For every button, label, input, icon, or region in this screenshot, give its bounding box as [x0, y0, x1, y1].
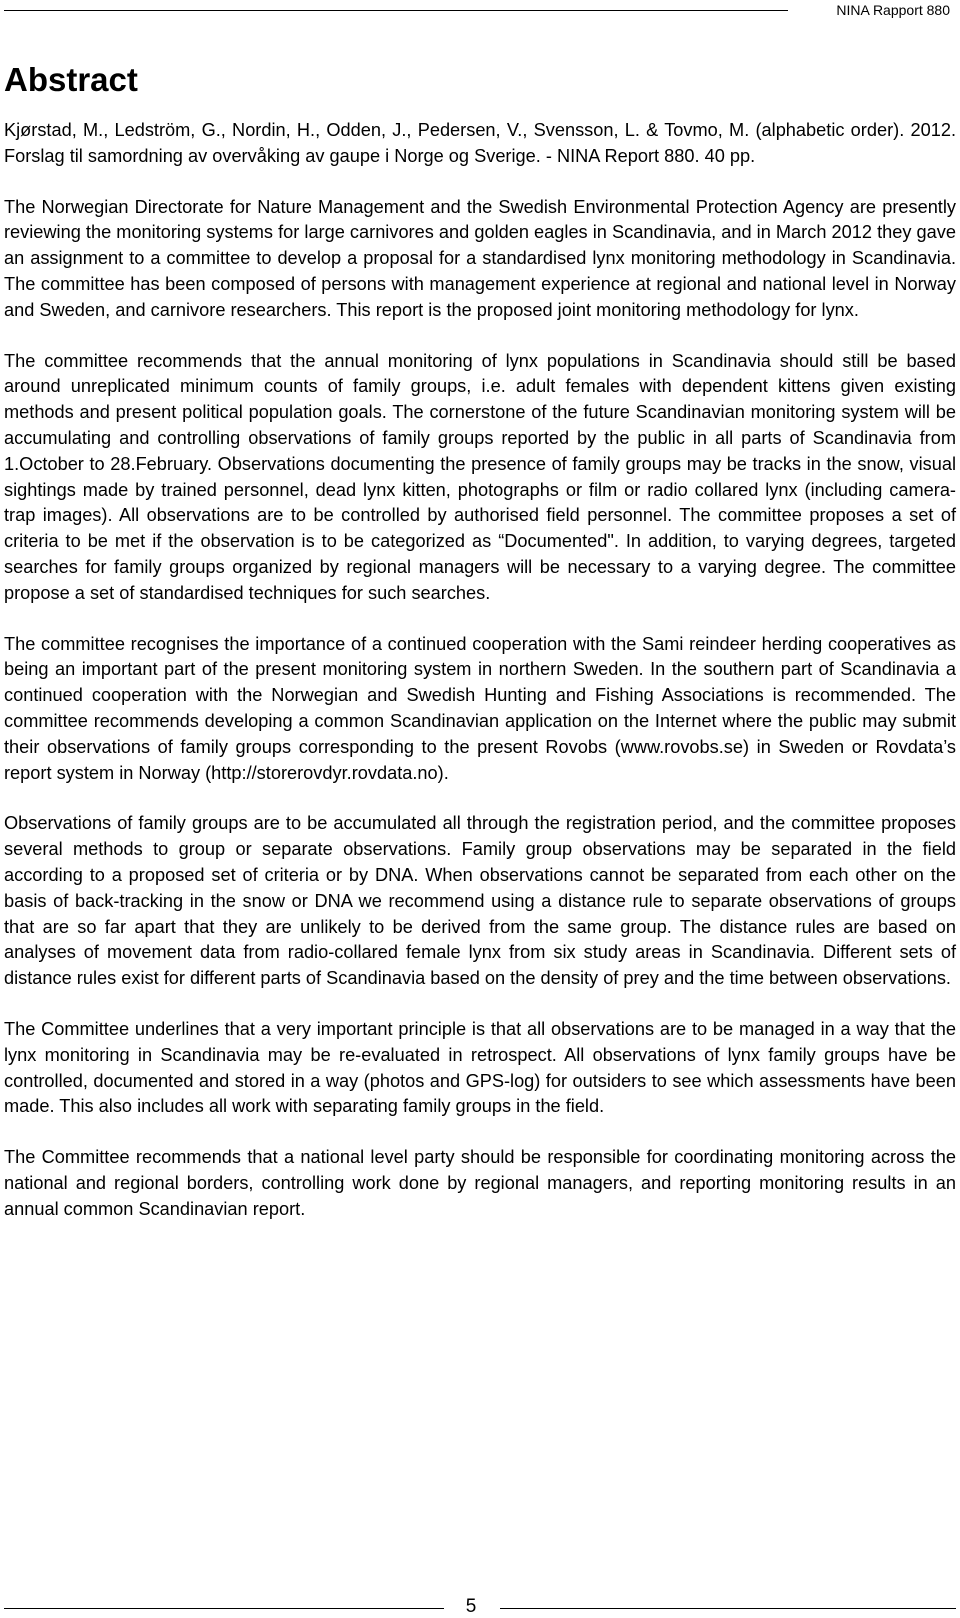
- paragraph-2: The committee recommends that the annual monitoring of lynx populations in Scandinavia should still be based around unreplicated minimum counts of family groups, i.e. adult females with dependent kittens given existing methods and present political population goals. The cornerstone of the future Scandinavian monitoring system will be accumulating and controlling observations of family groups reported by the public in all parts of Scandinavia from 1.October to 28.February. Observations documenting the presence of family groups may be tracks in the snow, visual sightings made by trained personnel, dead lynx kitten, photographs or film or radio collared lynx (including camera-trap images). All observations are to be controlled by authorised field personnel. The committee proposes a set of criteria to be met if the observation is to be categorized as “Documented". In addition, to varying degrees, targeted searches for family groups organized by regional managers will be necessary to a varying degree. The committee propose a set of standardised techniques for such searches.: [4, 350, 956, 603]
- running-head: NINA Rapport 880: [836, 2, 950, 18]
- footer: [0, 1596, 960, 1616]
- paragraph-6: The Committee recommends that a national level party should be responsible for coordinating monitoring across the national and regional borders, controlling work done by regional managers, and reporting monitoring results in an annual common Scandinavian report.: [4, 1147, 956, 1219]
- page-body: [4, 60, 956, 1247]
- footer-rule-left: [4, 1608, 444, 1609]
- paragraph-5: The Committee underlines that a very important principle is that all observations are to be managed in a way that the lynx monitoring in Scandinavia may be re-evaluated in retrospect. All observations of lynx family groups have be controlled, documented and stored in a way (photos and GPS-log) for outsiders to see which assessments have been made. This also includes all work with separating family groups in the field.: [4, 1018, 956, 1117]
- page-number: 5: [465, 1596, 477, 1617]
- footer-rule-right: [500, 1608, 956, 1609]
- citation: Kjørstad, M., Ledström, G., Nordin, H., Odden, J., Pedersen, V., Svensson, L. & Tovmo, M. (alphabetic order). 2012. Forslag til samordning av overvåking av gaupe i Norge og Sverige. - NINA Report 880. 40 pp.: [4, 120, 956, 166]
- header-rule: [4, 10, 788, 11]
- paragraph-4: Observations of family groups are to be accumulated all through the registration period, and the committee proposes several methods to group or separate observations. Family group observations may be separated in the field according to a proposed set of criteria or by DNA. When observations cannot be separated from each other on the basis of back-tracking in the snow or DNA we recommend using a distance rule to separate observations of groups that are so far apart that they are unlikely to be derived from the same group. The distance rules are based on analyses of movement data from radio-collared female lynx from six study areas in Scandinavia. Different sets of distance rules exist for different parts of Scandinavia based on the density of prey and the time between observations.: [4, 813, 956, 989]
- paragraph-3: The committee recognises the importance of a continued cooperation with the Sami reindeer herding cooperatives as being an important part of the present monitoring system in northern Sweden. In the southern part of Scandinavia a continued cooperation with the Norwegian and Swedish Hunting and Fishing Associations is recommended. The committee recommends developing a common Scandinavian application on the Internet where the public may submit their observations of family groups corresponding to the present Rovobs (www.rovobs.se) in Sweden or Rovdata’s report system in Norway (http://storerovdyr.rovdata.no).: [4, 633, 956, 783]
- paragraph-1: The Norwegian Directorate for Nature Management and the Swedish Environmental Protection Agency are presently reviewing the monitoring systems for large carnivores and golden eagles in Scandinavia, and in March 2012 they gave an assignment to a committee to develop a proposal for a standardised lynx monitoring methodology in Scandinavia. The committee has been composed of persons with management experience at regional and national level in Norway and Sweden, and carnivore researchers. This report is the proposed joint monitoring methodology for lynx.: [4, 196, 956, 320]
- page-title: Abstract: [4, 61, 138, 98]
